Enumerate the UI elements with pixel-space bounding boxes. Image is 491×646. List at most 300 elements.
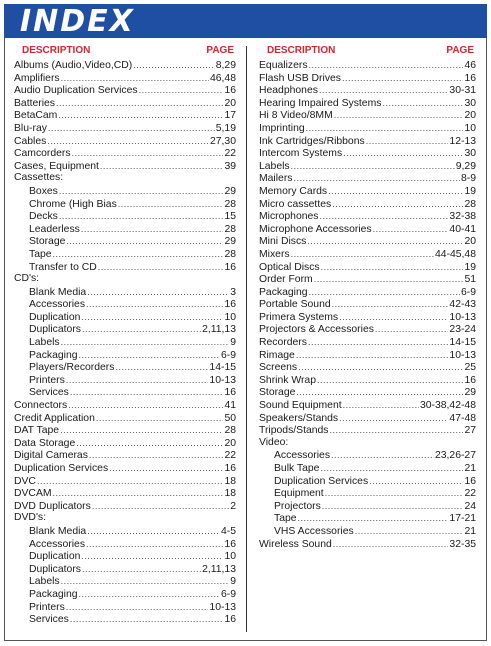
leader-dots [343,399,419,412]
index-page: 17 [224,110,236,122]
index-entry [14,109,236,122]
leader-dots [86,538,223,551]
leader-dots [70,386,224,399]
index-section-heading [14,172,236,185]
index-page: 21 [464,463,476,474]
index-entry [14,323,236,336]
index-term: Printers [29,374,65,386]
index-entry [14,97,236,110]
index-term: Batteries [14,97,56,109]
leader-dots [89,449,224,462]
index-term: Boxes [29,185,58,197]
index-page: 29 [224,236,236,248]
index-entry [14,374,236,387]
index-page: 22 [224,148,236,160]
index-page: 39 [224,160,236,172]
leader-dots [369,475,463,488]
index-entry [14,72,236,85]
index-term: BetaCam [14,110,58,122]
index-page: 12-13 [449,135,476,147]
leader-dots [79,349,220,362]
index-entry [259,538,476,551]
index-page: 16 [224,261,236,273]
leader-dots [82,323,201,336]
leader-dots [332,298,449,311]
index-term: Decks [29,211,58,223]
leader-dots [331,449,434,462]
leader-dots [375,323,449,336]
index-term: Cables [14,135,47,147]
leader-dots [81,311,223,324]
leader-dots [308,336,448,349]
index-entry [14,286,236,299]
index-term: Order Form [259,274,313,286]
index-term: Duplicators [29,563,81,575]
leader-dots [100,160,224,173]
index-entry [14,261,236,274]
index-term: Duplicators [29,324,81,336]
index-entry [14,336,236,349]
index-entry [259,525,476,538]
index-term: Rimage [259,349,295,361]
index-entry [259,273,476,286]
index-column-right [259,44,476,550]
index-entry [14,349,236,362]
index-entry [259,323,476,336]
index-entry [259,361,476,374]
column-header-right [259,44,476,58]
index-page: 28 [464,198,476,210]
leader-dots [47,135,209,148]
leader-dots [87,525,220,538]
index-term: Services [29,614,69,626]
index-page: 23,26-27 [434,450,476,462]
index-term: Microphones [259,211,319,223]
index-entry [259,160,476,173]
index-entry [259,500,476,513]
page-title: INDEX [20,4,135,39]
index-entry [14,59,236,72]
index-page: 28 [224,198,236,210]
index-term: Labels [259,160,290,172]
index-term: Credit Application [14,412,95,424]
index-page: 32-38 [449,211,476,223]
index-term: Players/Recorders [29,362,115,374]
index-entry [259,59,476,72]
page-label: PAGE [206,45,234,56]
index-term: Leaderless [29,223,80,235]
leader-dots [319,84,448,97]
index-entry [259,298,476,311]
index-page: 51 [464,274,476,286]
index-term: Speakers/Stands [259,412,339,424]
index-entry [259,235,476,248]
index-entry [14,525,236,538]
leader-dots [339,311,448,324]
leader-dots [366,135,449,148]
leader-dots [330,424,464,437]
index-term: Labels [29,576,60,588]
index-term: Audio Duplication Services [14,85,138,97]
index-term: Blu-ray [14,122,47,134]
index-entry [14,135,236,148]
index-term: Flash USB Drives [259,72,341,84]
index-page: 16 [224,614,236,626]
leader-dots [320,462,463,475]
index-page: 29 [224,185,236,197]
index-term: Cases, Equipment [14,160,99,172]
index-page: 14-15 [449,337,476,349]
index-entry [259,386,476,399]
index-page: 50 [224,412,236,424]
index-page: 8,29 [215,60,236,71]
index-list-left [14,59,236,626]
leader-dots [133,59,215,72]
leader-dots [87,286,229,299]
leader-dots [325,487,464,500]
index-entry [14,500,236,513]
index-page: 10 [224,551,236,563]
leader-dots [109,462,223,475]
index-term: Mixers [259,248,290,260]
leader-dots [53,248,224,261]
index-page: 16 [224,387,236,399]
page-label: PAGE [446,45,474,56]
index-term: Duplication Services [274,475,369,487]
leader-dots [322,500,464,513]
index-entry [259,336,476,349]
leader-dots [321,261,464,274]
index-term: DVCAM [14,488,52,500]
index-term: DVD's: [14,512,47,524]
leader-dots [61,72,209,85]
index-entry [259,487,476,500]
index-page: 46,48 [209,72,236,84]
index-term: Accessories [29,299,86,311]
leader-dots [306,122,464,135]
index-term: Intercom Systems [259,148,343,160]
leader-dots [294,172,460,185]
index-entry [14,361,236,374]
leader-dots [342,72,463,85]
index-page: 20 [224,97,236,109]
index-entry [14,185,236,198]
index-page: 16 [464,475,476,487]
leader-dots [373,223,449,236]
index-page: 29 [464,387,476,399]
index-page: 9,29 [455,160,476,172]
index-term: Shrink Wrap [259,374,316,386]
index-page: 2,11,13 [202,324,236,336]
leader-dots [309,286,460,299]
leader-dots [115,361,208,374]
index-column-left [14,44,236,626]
index-term: DVD Duplicators [14,500,91,512]
index-term: Sound Equipment [259,400,342,412]
index-term: Transfer to CD [29,261,97,273]
index-term: Tripods/Stands [259,425,329,437]
leader-dots [98,261,224,274]
index-entry [259,84,476,97]
index-page: 6-9 [220,349,236,361]
index-entry [14,235,236,248]
index-page: 21 [464,525,476,537]
leader-dots [86,298,223,311]
leader-dots [79,588,220,601]
leader-dots [291,248,434,261]
index-page: 4-5 [220,525,236,537]
index-page: 28 [224,223,236,235]
index-term: Equalizers [259,60,308,71]
index-entry [259,512,476,525]
index-term: Headphones [259,85,318,97]
index-page: 22 [224,450,236,462]
index-term: Accessories [274,450,331,462]
index-entry [14,588,236,601]
index-entry [14,198,236,211]
index-term: Duplication [29,551,81,563]
index-entry [259,311,476,324]
leader-dots [307,235,463,248]
index-page: 2 [230,500,236,512]
index-entry [14,84,236,97]
index-term: Packaging [29,588,78,600]
index-entry [14,223,236,236]
index-page: 41 [224,400,236,412]
leader-dots [60,424,223,437]
column-header-left [14,44,236,58]
index-page: 25 [464,362,476,374]
index-page: 24 [464,500,476,512]
index-page: 20 [224,437,236,449]
index-term: Tape [274,513,297,525]
description-label: DESCRIPTION [267,45,336,56]
column-divider [246,46,247,632]
index-entry [14,386,236,399]
index-term: Mini Discs [259,236,307,248]
index-page: 2,11,13 [202,563,236,575]
index-term: Recorders [259,337,307,349]
index-page: 16 [224,538,236,550]
index-term: Storage [29,236,66,248]
index-page: 28 [224,425,236,437]
index-page: 20 [464,110,476,122]
index-entry [259,449,476,462]
leader-dots [334,109,464,122]
leader-dots [61,336,230,349]
index-entry [14,210,236,223]
leader-dots [81,550,223,563]
leader-dots [314,273,464,286]
index-entry [14,538,236,551]
index-term: Packaging [29,349,78,361]
index-page: 42-43 [449,299,476,311]
index-entry [259,399,476,412]
index-entry [259,462,476,475]
leader-dots [332,198,463,211]
index-page: 10-13 [449,311,476,323]
leader-dots [70,613,224,626]
index-entry [259,109,476,122]
index-entry [259,424,476,437]
index-term: Cassettes: [14,172,64,184]
index-entry [259,97,476,110]
leader-dots [37,475,223,488]
index-page: 40-41 [449,223,476,235]
index-entry [259,135,476,148]
index-term: Mailers [259,173,293,185]
index-entry [14,147,236,160]
leader-dots [320,210,449,223]
index-page: 10 [464,122,476,134]
index-term: Video: [259,436,289,448]
index-entry [14,399,236,412]
leader-dots [298,512,449,525]
index-entry [259,349,476,362]
index-term: Memory Cards [259,185,328,197]
leader-dots [66,374,209,387]
index-page: 30-38,42-48 [419,400,476,412]
index-entry [14,575,236,588]
index-page: 15 [224,211,236,223]
index-entry [259,185,476,198]
index-page: 44-45,48 [434,248,476,260]
index-entry [14,613,236,626]
index-term: Printers [29,601,65,613]
leader-dots [96,412,224,425]
index-page: 10-13 [209,374,236,386]
index-page: 22 [464,488,476,500]
index-list-right [259,59,476,550]
index-term: Micro cassettes [259,198,332,210]
index-page: 47-48 [449,412,476,424]
index-entry [259,122,476,135]
index-term: Primera Systems [259,311,339,323]
index-term: Blank Media [29,525,87,537]
index-page: 18 [224,488,236,500]
index-entry [14,475,236,488]
index-term: CD's: [14,273,40,285]
index-term: Services [29,387,69,399]
index-entry [259,198,476,211]
index-entry [14,563,236,576]
index-term: Hearing Impaired Systems [259,97,382,109]
leader-dots [328,185,463,198]
index-page: 30 [464,97,476,109]
index-term: Data Storage [14,437,76,449]
index-entry [14,160,236,173]
leader-dots [66,601,209,614]
index-term: Ink Cartridges/Ribbons [259,135,365,147]
index-term: Portable Sound [259,299,331,311]
index-entry [259,172,476,185]
index-page: 16 [464,374,476,386]
index-term: Optical Discs [259,261,320,273]
index-page: 28 [224,248,236,260]
index-entry [259,374,476,387]
index-page: 3 [230,286,236,298]
index-term: Storage [259,387,296,399]
index-entry [259,261,476,274]
index-section-heading [14,512,236,525]
index-page: 19 [464,261,476,273]
index-term: VHS Accessories [274,525,354,537]
index-entry [14,462,236,475]
index-term: Screens [259,362,298,374]
index-section-heading [259,437,476,450]
leader-dots [333,538,449,551]
index-page: 19 [464,185,476,197]
leader-dots [59,185,224,198]
index-term: Tape [29,248,52,260]
index-page: 16 [464,72,476,84]
index-term: Labels [29,337,60,349]
index-page: 9 [230,576,236,588]
index-page: 14-15 [209,362,236,374]
index-entry [259,223,476,236]
index-entry [14,298,236,311]
index-term: Accessories [29,538,86,550]
index-page: 27,30 [209,135,236,147]
leader-dots [66,235,223,248]
index-page: 23-24 [449,324,476,336]
index-term: Duplication [29,311,81,323]
index-page: 32-35 [449,538,476,550]
leader-dots [68,399,223,412]
leader-dots [355,525,464,538]
index-term: Projectors [274,500,321,512]
leader-dots [317,374,463,387]
leader-dots [76,437,223,450]
index-page: 30-31 [449,85,476,97]
leader-dots [309,59,464,72]
index-entry [259,147,476,160]
index-page: 17-21 [449,513,476,525]
index-term: Wireless Sound [259,538,332,550]
index-page: 46 [464,60,476,71]
index-page: 5,19 [215,122,236,134]
leader-dots [118,198,224,211]
index-term: Digital Cameras [14,450,88,462]
index-entry [14,424,236,437]
index-entry [259,286,476,299]
leader-dots [59,210,224,223]
index-term: Packaging [259,286,308,298]
index-term: Connectors [14,400,68,412]
leader-dots [296,386,463,399]
index-term: DVC [14,475,36,487]
index-entry [259,412,476,425]
index-term: Amplifiers [14,72,60,84]
index-entry [14,311,236,324]
index-page: 10 [224,311,236,323]
index-page: 6-9 [460,286,476,298]
leader-dots [82,563,201,576]
leader-dots [382,97,463,110]
leader-dots [61,575,230,588]
index-term: Microphone Accessories [259,223,372,235]
index-page: 20 [464,236,476,248]
leader-dots [53,487,224,500]
index-entry [259,248,476,261]
leader-dots [92,500,229,513]
index-term: Chrome (High Bias [29,198,117,210]
index-page: 27 [464,425,476,437]
index-entry [14,248,236,261]
index-page: 16 [224,299,236,311]
index-entry [14,122,236,135]
leader-dots [81,223,224,236]
